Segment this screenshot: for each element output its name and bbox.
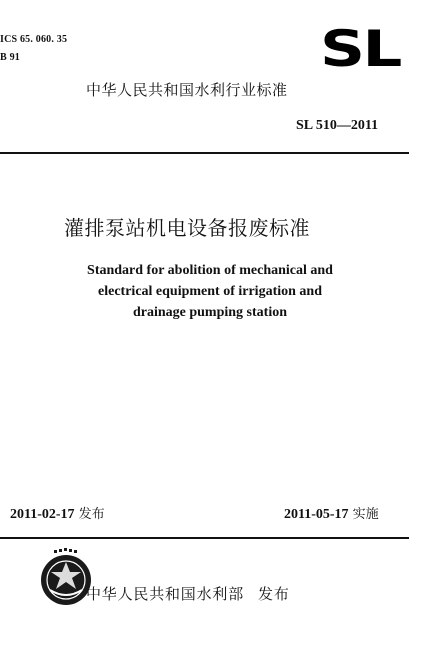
implementation-date	[284, 506, 379, 524]
ccs-code: B 91	[0, 52, 20, 63]
issue-date-label: 发布	[78, 507, 105, 522]
issuer	[86, 584, 290, 604]
chinese-title: 灌排泵站机电设备报废标准	[64, 216, 310, 240]
issue-date-value: 2011-02-17	[10, 507, 75, 522]
implementation-date-label: 实施	[352, 507, 379, 522]
english-title-line: Standard for abolition of mechanical and	[87, 263, 333, 278]
implementation-date-value: 2011-05-17	[284, 507, 349, 522]
issuer-name: 中华人民共和国水利部	[86, 585, 245, 603]
industry-standard-title: 中华人民共和国水利行业标准	[86, 81, 288, 99]
top-divider	[0, 152, 409, 154]
bottom-divider	[0, 537, 409, 539]
standard-number: SL 510—2011	[296, 118, 379, 133]
english-title-line: drainage pumping station	[132, 305, 288, 320]
sl-logo: SL	[320, 20, 400, 78]
issuer-action: 发布	[258, 585, 290, 603]
issue-date	[10, 506, 105, 524]
english-title-line: electrical equipment of irrigation and	[98, 284, 322, 299]
ics-code: ICS 65. 060. 35	[0, 34, 68, 45]
